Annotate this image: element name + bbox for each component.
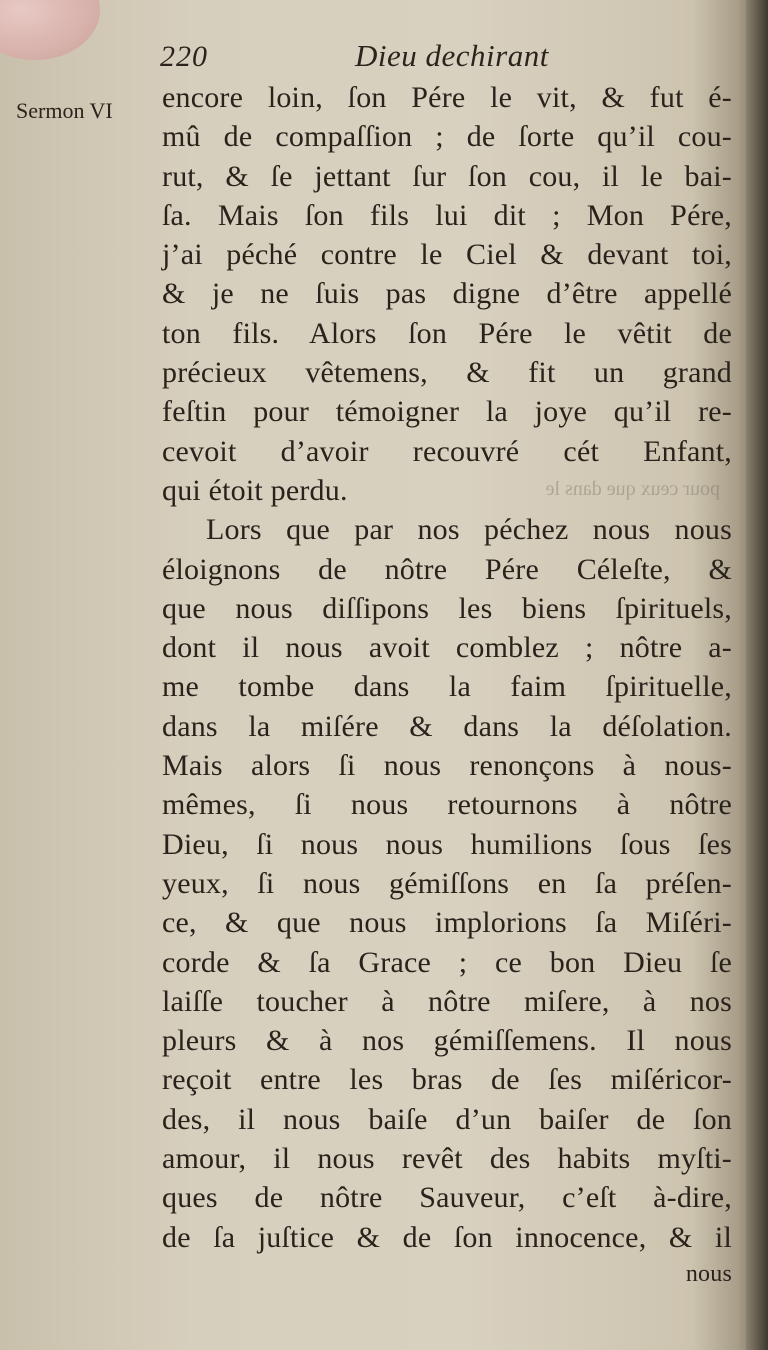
body-text [162,78,732,1291]
page-number: 220 [160,40,208,73]
text-line: yeux, ſi nous gémiſſons en ſa préſen- [162,866,732,900]
text-line: Dieu, ſi nous nous humilions ſous ſes [162,827,732,861]
running-title: Dieu dechirant [355,38,549,73]
text-line: ſa. Mais ſon fils lui dit ; Mon Pére, [162,198,732,232]
text-line: amour, il nous revêt des habits myſti- [162,1142,732,1176]
text-line: laiſſe toucher à nôtre miſere, à nos [162,984,732,1018]
text-line: ques de nôtre Sauveur, c’eſt à-dire, [162,1181,732,1215]
text-line: j’ai péché contre le Ciel & devant toi, [162,238,732,272]
text-line: encore loin, ſon Pére le vit, & fut é- [162,81,732,114]
text-line: mêmes, ſi nous retournons à nôtre [162,788,732,822]
text-line: mû de compaſſion ; de ſorte qu’il cou- [162,120,732,154]
show-through-text: pour ceux que dans le [545,478,720,500]
text-line: qui étoit perdu. [162,473,348,507]
text-line: rut, & ſe jettant ſur ſon cou, il le bai- [162,159,732,193]
text-line: ton fils. Alors ſon Pére le vêtit de [162,316,732,350]
text-line: reçoit entre les bras de ſes miſéricor- [162,1063,732,1097]
text-line: pleurs & à nos gémiſſemens. Il nous [162,1024,732,1058]
text-line: feſtin pour témoigner la joye qu’il re- [162,395,732,429]
text-line: dont il nous avoit comblez ; nôtre a- [162,631,732,665]
thumb-holding-page [0,0,100,60]
text-line: des, il nous baiſe d’un baiſer de ſon [162,1102,732,1136]
page-header [160,36,720,80]
text-line: éloignons de nôtre Pére Céleſte, & [162,552,732,586]
text-line: précieux vêtemens, & fit un grand [162,356,732,390]
text-line: Mais alors ſi nous renonçons à nous- [162,749,732,783]
catchword: nous [685,1260,732,1287]
text-line: de ſa juſtice & de ſon innocence, & il [162,1220,732,1254]
text-line: ce, & que nous implorions ſa Miſéri- [162,906,732,940]
margin-note: Sermon VI [16,98,113,123]
page-edge-shadow [746,0,768,1350]
text-line: cevoit d’avoir recouvré cét Enfant, [162,434,732,468]
text-line: me tombe dans la faim ſpirituelle, [162,670,732,704]
text-line: que nous diſſipons les biens ſpirituels, [162,591,732,625]
text-line: corde & ſa Grace ; ce bon Dieu ſe [162,945,732,979]
text-line: Lors que par nos péchez nous nous [206,513,732,547]
text-line: dans la miſére & dans la déſolation. [162,709,732,743]
text-line: & je ne ſuis pas digne d’être appellé [162,277,732,311]
